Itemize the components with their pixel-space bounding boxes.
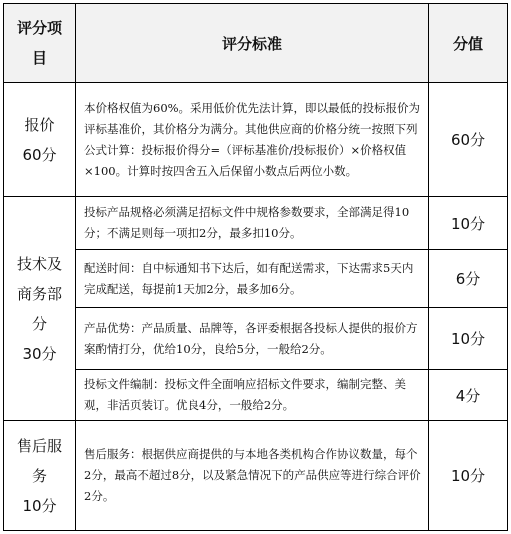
row-tech-sub3-criteria-text: 产品优势：产品质量、品牌等，各评委根据各投标人提供的报价方案酌情打分，优给10分，良给5分，一般给2分。 (84, 320, 418, 356)
row-tech-sub3-criteria (76, 308, 429, 370)
row-tech-sub1-criteria (76, 197, 429, 250)
row-service-criteria-text: 售后服务：根据供应商提供的与本地各类机构合作协议数量，每个2分，最高不超过8分，以及紧急情况下的产品供应等进行综合评价2分。 (84, 447, 421, 503)
row-price-criteria-text: 本价格权值为60%。采用低价优先法计算，即以最低的投标报价为评标基准价，其价格分为满分。其他供应商的价格分统一按照下列公式计算：投标报价得分=（评标基准价/投标报价）×价格权值×100。计算时按四舍五入后保留小数点后两位小数。 (84, 100, 421, 178)
row-service-score (429, 421, 507, 530)
row-price-criteria (76, 83, 429, 197)
row-tech-sub1-score (429, 197, 507, 250)
header-item-cell (4, 4, 76, 83)
header-criteria-label: 评分标准 (221, 34, 282, 53)
row-tech-sub4-criteria (76, 370, 429, 421)
row-tech-sub1-criteria-text: 投标产品规格必须满足招标文件中规格参数要求，全部满足得10分；不满足则每一项扣2分，最多扣10分。 (84, 205, 410, 240)
row-tech-sub3-score-value: 10分 (450, 330, 486, 348)
row-service-score-value: 10分 (450, 467, 486, 485)
row-service-criteria (76, 421, 429, 530)
row-price-item (4, 83, 76, 197)
scoring-table (3, 3, 508, 531)
row-tech-sub4-score-value: 4分 (455, 386, 481, 405)
header-criteria-cell (76, 4, 429, 83)
row-tech-sub4-criteria-text: 投标文件编制：投标文件全面响应招标文件要求，编制完整、美观，非活页装订。优良4分，一般给2分。 (84, 377, 406, 412)
row-price-item-label: 报价 60分 (22, 115, 57, 164)
row-price-score-value: 60分 (450, 131, 486, 149)
row-service-item-label: 售后服 务 10分 (16, 436, 62, 515)
row-tech-sub2-score-value: 6分 (455, 270, 481, 288)
row-tech-item-label: 技术及 商务部 分 30分 (16, 254, 62, 363)
row-tech-sub2-criteria-text: 配送时间：自中标通知书下达后，如有配送需求，下达需求5天内完成配送，每提前1天加2分，最多加6分。 (84, 260, 414, 296)
header-score-cell (429, 4, 507, 83)
header-score-label: 分值 (452, 34, 483, 53)
row-tech-sub4-score (429, 370, 507, 421)
row-tech-sub2-criteria (76, 250, 429, 308)
row-tech-sub2-score (429, 250, 507, 308)
row-service-item (4, 421, 76, 530)
row-tech-item (4, 197, 76, 421)
header-item-label: 评分项 目 (16, 19, 62, 67)
row-price-score (429, 83, 507, 197)
row-tech-sub3-score (429, 308, 507, 370)
row-tech-sub1-score-value: 10分 (450, 214, 486, 233)
